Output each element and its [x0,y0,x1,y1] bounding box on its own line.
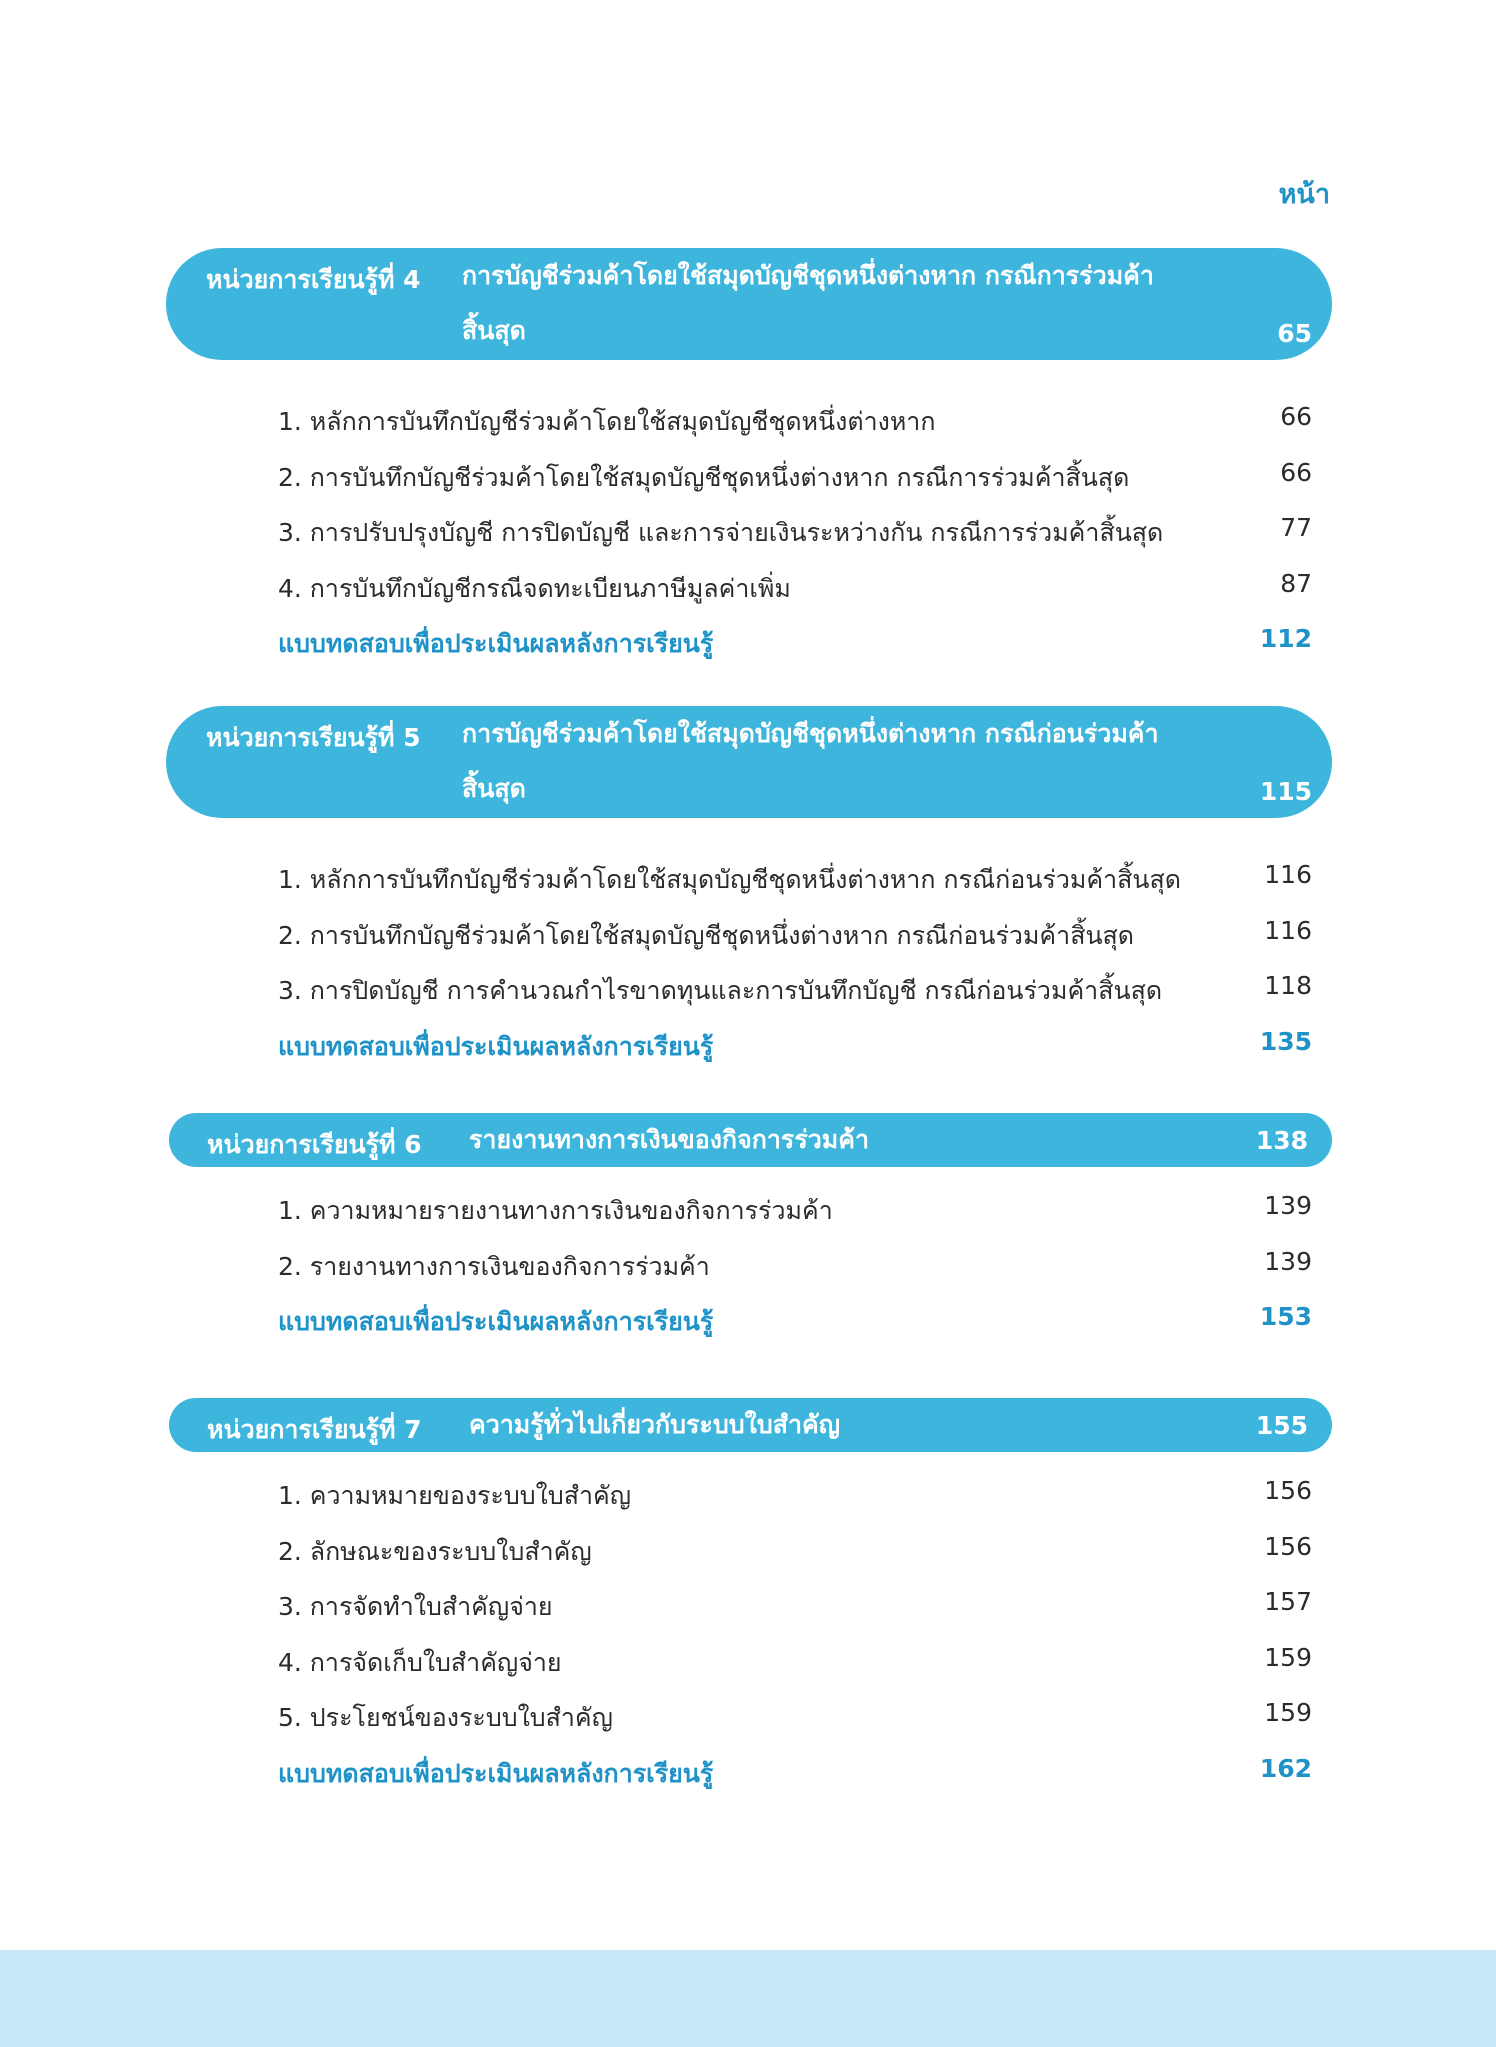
toc-test-label: แบบทดสอบเพื่อประเมินผลหลังการเรียนรู้ [278,629,714,658]
unit-page-number: 115 [1259,777,1312,806]
unit-title-line: สิ้นสุด [462,316,526,345]
toc-entry-page: 116 [1264,860,1312,889]
toc-entry-label: 4. การบันทึกบัญชีกรณีจดทะเบียนภาษีมูลค่าเพิ่ม [278,573,791,603]
unit-banner[interactable] [169,1398,1332,1452]
unit-page-number: 65 [1277,319,1312,348]
toc-entry-label: 1. ความหมายรายงานทางการเงินของกิจการร่วมค้า [278,1196,833,1225]
unit-title [462,706,1262,816]
toc-entry[interactable] [166,906,1332,962]
toc-test-entry[interactable] [166,1292,1332,1348]
toc-entry-label: 3. การจัดทำใบสำคัญจ่าย [278,1592,553,1621]
unit-entries [166,392,1332,670]
toc-entry-label: 2. ลักษณะของระบบใบสำคัญ [278,1536,592,1566]
unit-title: รายงานทางการเงินของกิจการร่วมค้า [469,1125,870,1154]
toc-entry[interactable] [166,1688,1332,1744]
toc-entry[interactable] [166,1522,1332,1578]
footer-band [0,1950,1496,2047]
toc-entry-label: 2. รายงานทางการเงินของกิจการร่วมค้า [278,1251,710,1281]
unit-number: หน่วยการเรียนรู้ที่ 4 [206,265,421,294]
unit-5 [166,706,1332,1072]
toc-entry-page: 77 [1280,513,1312,542]
unit-6 [166,1113,1332,1348]
unit-entries [166,1181,1332,1348]
toc-entry-page: 87 [1280,568,1312,598]
toc-test-page: 162 [1259,1753,1312,1783]
toc-test-entry[interactable] [166,1744,1332,1800]
toc-entry-page: 159 [1264,1698,1312,1727]
unit-number: หน่วยการเรียนรู้ที่ 6 [207,1130,422,1159]
unit-banner[interactable] [166,706,1332,818]
toc-entry[interactable] [166,559,1332,615]
toc-entry-page: 156 [1264,1531,1312,1561]
toc-test-label: แบบทดสอบเพื่อประเมินผลหลังการเรียนรู้ [278,1758,714,1788]
unit-7 [166,1398,1332,1799]
toc-entry-page: 118 [1264,971,1312,1000]
toc-entry-page: 159 [1264,1642,1312,1672]
unit-title-line: การบัญชีร่วมค้าโดยใช้สมุดบัญชีชุดหนึ่งต่างหาก กรณีก่อนร่วมค้า [462,719,1159,748]
unit-entries [166,1466,1332,1799]
toc-entry[interactable] [166,1181,1332,1237]
toc-test-page: 112 [1259,624,1312,653]
unit-number: หน่วยการเรียนรู้ที่ 5 [206,723,421,752]
toc-entry-label: 1. หลักการบันทึกบัญชีร่วมค้าโดยใช้สมุดบัญชีชุดหนึ่งต่างหาก [278,407,936,436]
toc-entry-label: 2. การบันทึกบัญชีร่วมค้าโดยใช้สมุดบัญชีชุดหนึ่งต่างหาก กรณีก่อนร่วมค้าสิ้นสุด [278,920,1135,950]
toc-entry[interactable] [166,448,1332,504]
toc-entry-label: 1. ความหมายของระบบใบสำคัญ [278,1481,632,1510]
toc-entry[interactable] [166,503,1332,559]
toc-entry-label: 4. การจัดเก็บใบสำคัญจ่าย [278,1647,562,1677]
unit-number: หน่วยการเรียนรู้ที่ 7 [207,1415,422,1444]
toc-entry[interactable] [166,961,1332,1017]
toc-entry-label: 2. การบันทึกบัญชีร่วมค้าโดยใช้สมุดบัญชีชุดหนึ่งต่างหาก กรณีการร่วมค้าสิ้นสุด [278,462,1130,492]
toc-test-label: แบบทดสอบเพื่อประเมินผลหลังการเรียนรู้ [278,1307,714,1336]
toc-test-entry[interactable] [166,1017,1332,1073]
toc-test-entry[interactable] [166,614,1332,670]
toc-entry[interactable] [166,1237,1332,1293]
page-column-header: หน้า [1278,179,1330,210]
unit-title: ความรู้ทั่วไปเกี่ยวกับระบบใบสำคัญ [469,1410,841,1439]
toc-entry[interactable] [166,1633,1332,1689]
unit-title-line: สิ้นสุด [462,774,526,803]
toc-entry-page: 66 [1280,457,1312,487]
toc-entry-page: 66 [1280,402,1312,431]
toc-test-label: แบบทดสอบเพื่อประเมินผลหลังการเรียนรู้ [278,1031,714,1061]
toc-entry-page: 116 [1264,915,1312,945]
unit-entries [166,850,1332,1072]
toc-entry-page: 139 [1264,1246,1312,1276]
unit-page-number: 155 [1255,1411,1308,1440]
toc-test-page: 135 [1259,1026,1312,1056]
toc-entry-label: 5. ประโยชน์ของระบบใบสำคัญ [278,1703,613,1732]
toc-entry[interactable] [166,1577,1332,1633]
unit-page-number: 138 [1255,1126,1308,1155]
toc-entry-page: 139 [1264,1191,1312,1220]
toc-entry-page: 156 [1264,1476,1312,1505]
toc-test-page: 153 [1259,1302,1312,1331]
unit-banner[interactable] [169,1113,1332,1167]
toc-entry[interactable] [166,392,1332,448]
toc-entry[interactable] [166,1466,1332,1522]
unit-4 [166,248,1332,670]
unit-banner[interactable] [166,248,1332,360]
toc-entry-page: 157 [1264,1587,1312,1616]
toc-entry-label: 1. หลักการบันทึกบัญชีร่วมค้าโดยใช้สมุดบัญชีชุดหนึ่งต่างหาก กรณีก่อนร่วมค้าสิ้นสุด [278,865,1181,894]
toc-entry[interactable] [166,850,1332,906]
toc-entry-label: 3. การปรับปรุงบัญชี การปิดบัญชี และการจ่ายเงินระหว่างกัน กรณีการร่วมค้าสิ้นสุด [278,518,1164,547]
unit-title-line: การบัญชีร่วมค้าโดยใช้สมุดบัญชีชุดหนึ่งต่างหาก กรณีการร่วมค้า [462,261,1154,290]
unit-title [462,248,1262,358]
toc-entry-label: 3. การปิดบัญชี การคำนวณกำไรขาดทุนและการบันทึกบัญชี กรณีก่อนร่วมค้าสิ้นสุด [278,976,1163,1005]
